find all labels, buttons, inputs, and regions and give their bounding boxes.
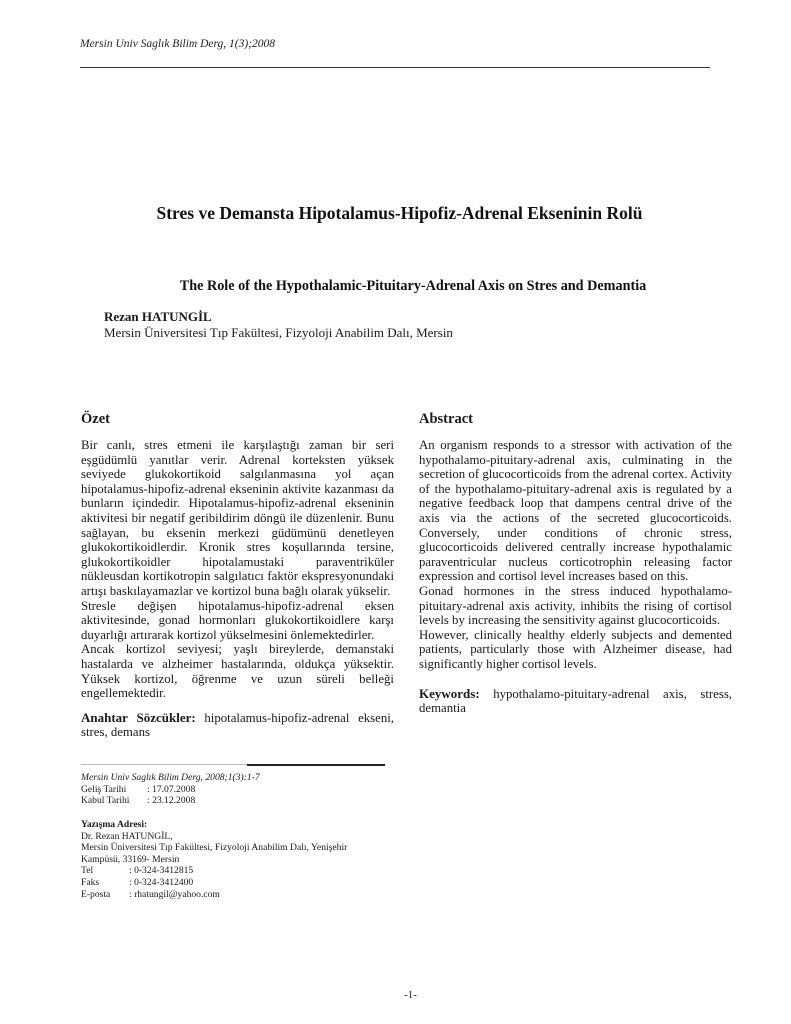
author-name: Rezan HATUNGİL [104, 309, 212, 324]
ozet-column [81, 410, 394, 740]
received-label: Geliş Tarihi [81, 783, 127, 795]
ozet-keywords [81, 711, 394, 740]
citation-journal: Mersin Univ Saglık Bilim Derg, 2008;1(3):1-7 [81, 772, 260, 783]
ozet-heading: Özet [81, 411, 110, 427]
ozet-paragraph: Ancak kortizol seviyesi; yaşlı bireylerde, demanstaki hastalarda ve alzheimer hastalarında, oldukça yüksektir. Yüksek kortizol, öğrenme ve uzun süreli belleği engellemektedir. [81, 642, 394, 701]
accepted-date-row [81, 795, 401, 807]
tel-value: : 0-324-3412815 [129, 865, 194, 877]
abstract-paragraph: However, clinically healthy elderly subjects and demented patients, particularly those with Alzheimer disease, had significantly higher cortisol levels. [419, 627, 732, 671]
correspondence-name: Dr. Rezan HATUNGİL, [81, 830, 173, 842]
page-number: -1- [404, 989, 417, 1001]
correspondence-address-line1: Mersin Üniversitesi Tıp Fakültesi, Fizyoloji Anabilim Dalı, Yenişehir [81, 842, 348, 854]
received-value: : 17.07.2008 [147, 783, 196, 795]
email-value[interactable]: : rhatungil@yahoo.com [129, 888, 220, 900]
tel-label: Tel [81, 865, 94, 877]
title-english: The Role of the Hypothalamic-Pituitary-Adrenal Axis on Stres and Demantia [179, 278, 647, 294]
correspondence-address-line2: Kampüsü, 33169- Mersin [81, 853, 180, 865]
abstract-keywords-text: hypothalamo-pituitary-adrenal axis, stress, demantia [419, 686, 732, 716]
correspondence-title: Yazışma Adresi: [81, 819, 148, 830]
keywords-divider [247, 764, 385, 766]
received-date-row [81, 784, 401, 796]
abstract-column [419, 410, 732, 716]
tel-row [81, 865, 411, 877]
email-row [81, 889, 411, 901]
header-divider [80, 67, 710, 68]
fax-label: Faks [81, 876, 100, 888]
ozet-paragraph: Stresle değişen hipotalamus-hipofiz-adrenal eksen aktivitesinde, gonad hormonları glukokortikoidlere karşı duyarlığı artırarak kortizol yükselmesini önlemektedirler. [81, 598, 394, 642]
fax-row [81, 877, 411, 889]
abstract-keywords [419, 687, 732, 716]
correspondence-block [81, 819, 411, 900]
author-block [104, 309, 453, 341]
abstract-paragraph: An organism responds to a stressor with activation of the hypothalamo-pituitary-adrenal axis, culminating in the secretion of glucocorticoids from the adrenal cortex. Activity of the hypothalamo-pituitary-adrenal axis is regulated by a negative feedback loop that dampens central drive of the axis via the actions of the secreted glucocorticoids. Conversely, under conditions of chronic stress, glucocorticoids delivered centrally increase hypothalamic paraventricular nucleus corticotrophin releasing factor expression and cortisol level increases based on this. [419, 438, 732, 584]
keywords-divider-light [81, 764, 247, 765]
accepted-label: Kabul Tarihi [81, 795, 130, 806]
email-label: E-posta [81, 888, 111, 900]
abstract-paragraph: Gonad hormones in the stress induced hypothalamo-pituitary-adrenal axis activity, inhibits the rising of cortisol levels by increasing the sensitivity against glucocorticoids. [419, 583, 732, 628]
ozet-keywords-text: hipotalamus-hipofiz-adrenal ekseni, stres, demans [81, 710, 394, 740]
fax-value: : 0-324-3412400 [129, 876, 194, 888]
title-turkish: Stres ve Demansta Hipotalamus-Hipofiz-Adrenal Ekseninin Rolü [156, 203, 643, 223]
ozet-keywords-label: Anahtar Sözcükler: [81, 709, 196, 725]
author-affiliation: Mersin Üniversitesi Tıp Fakültesi, Fizyoloji Anabilim Dalı, Mersin [104, 325, 453, 340]
abstract-heading: Abstract [419, 411, 473, 427]
citation-block [81, 772, 401, 807]
running-header: Mersin Univ Saglık Bilim Derg, 1(3);2008 [80, 38, 276, 50]
ozet-paragraph: Bir canlı, stres etmeni ile karşılaştığı zaman bir seri eşgüdümlü yanıtlar verir. Adrenal korteksten yüksek seviyede glukokortikoid salgılanmasına yol açan hipotalamus-hipofiz-adrenal ekseninin aktivite kazanması da bunların içindedir. Hipotalamus-hipofiz-adrenal ekseninin aktivitesi bir negatif geribildirim döngü ile düzenlenir. Bunu sağlayan, bu eksenin merkezi güdümünü denetleyen glukokortikoidlerdir. Kronik stres koşullarında tersine, glukokortikoidler hipotalamustaki paraventriküler nükleusdan kortikotropin salgılatıcı faktör ekspresyonundaki artışı baskılayamazlar ve kortizol buna bağlı olarak yükselir. [81, 438, 394, 598]
accepted-value: : 23.12.2008 [147, 795, 196, 806]
abstract-keywords-label: Keywords: [419, 685, 480, 701]
